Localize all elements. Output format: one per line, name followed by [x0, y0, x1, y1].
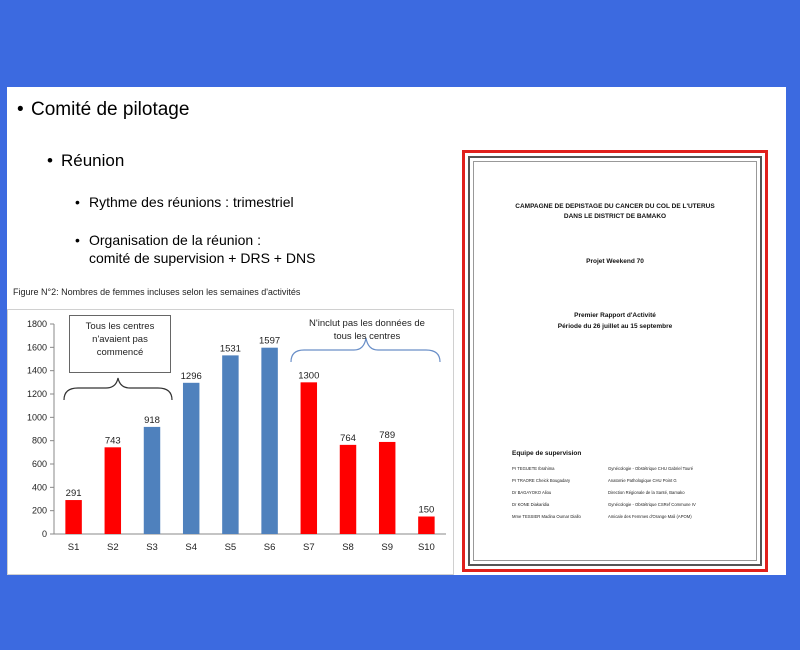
team-row [512, 466, 762, 471]
x-tick-label: S8 [342, 542, 354, 553]
note-right [297, 317, 437, 343]
x-tick-label: S2 [106, 542, 119, 553]
y-tick-label: 600 [31, 459, 47, 469]
bar [222, 355, 238, 534]
note-left-line: commencé [96, 347, 144, 358]
y-tick-label: 1800 [26, 319, 47, 329]
note-left [69, 315, 171, 373]
y-tick-label: 1000 [26, 412, 47, 423]
bar [340, 445, 356, 534]
y-tick-label: 800 [31, 435, 47, 446]
y-tick-label: 1200 [26, 389, 47, 399]
data-label: 1296 [180, 370, 202, 382]
bar [144, 427, 160, 534]
note-right-line: N'inclut pas les données de [309, 318, 425, 329]
team-name: Pr TRAORE Cheick Bougadary [512, 478, 571, 483]
data-label: 150 [418, 504, 435, 516]
report-title [474, 202, 756, 222]
team-row [512, 502, 762, 507]
note-right-line: tous les centres [333, 331, 401, 342]
y-tick-label: 0 [41, 529, 47, 539]
y-tick-label: 400 [31, 482, 47, 493]
report-title-line: DANS LE DISTRICT DE BAMAKO [563, 213, 667, 220]
x-tick-label: S4 [185, 542, 198, 553]
report-title-line: CAMPAGNE DE DEPISTAGE DU CANCER DU COL DE L'UTERUS [515, 203, 715, 210]
note-left-line: Tous les centres [85, 321, 155, 332]
team-role: Gynécologie - Obstétrique CHU Gabriel Touré [608, 466, 694, 471]
team-role: Anatomie Pathologique CHU Point G [608, 478, 677, 483]
team-role: Gynécologie - Obstétrique CSRef Commune IV [608, 502, 696, 507]
team-title: Equipe de supervision [512, 450, 582, 457]
team-row [512, 514, 762, 519]
x-tick-label: S6 [263, 542, 276, 553]
bullet-comite: • Comité de pilotage [17, 99, 190, 120]
x-tick-label: S7 [302, 542, 315, 553]
x-tick-label: S5 [224, 542, 237, 553]
report-subtitle-line: Période du 26 juillet au 15 septembre [557, 323, 673, 330]
bar [418, 517, 434, 535]
x-tick-label: S9 [381, 542, 394, 553]
data-label: 1531 [219, 343, 241, 355]
x-tick-label: S1 [67, 542, 80, 553]
brace-left [64, 378, 172, 400]
y-tick-label: 200 [31, 505, 47, 516]
y-tick-label: 1600 [26, 342, 47, 353]
team-role: Amicale des Femmes d'Orange Mali (APOM) [608, 514, 692, 519]
bar [261, 348, 277, 534]
report-subtitle [474, 310, 756, 332]
bullet-reunion: • Réunion [47, 151, 125, 170]
data-label: 743 [104, 435, 121, 447]
report-cover [462, 150, 768, 572]
bar [379, 442, 395, 534]
report-subtitle-line: Premier Rapport d'Activité [574, 312, 656, 319]
team-row [512, 478, 762, 483]
team-name: Dr KONE Diakaridia [512, 502, 550, 507]
data-label: 918 [144, 414, 160, 426]
y-tick-label: 1400 [26, 365, 47, 376]
bullet-rythme: • Rythme des réunions : trimestriel [75, 194, 294, 210]
x-tick-label: S3 [146, 542, 158, 553]
data-label: 1300 [298, 370, 320, 382]
team-row [512, 490, 762, 495]
report-page [473, 161, 757, 561]
report-frame [468, 156, 762, 566]
data-label: 1597 [259, 335, 281, 347]
team-name: Pr TEGUETE Ibrahima [512, 466, 555, 471]
bar [301, 382, 317, 534]
note-left-line: n'avaient pas [92, 334, 148, 345]
bar [183, 383, 199, 534]
data-label: 291 [65, 488, 82, 500]
x-tick-label: S10 [417, 542, 435, 553]
slide [7, 87, 786, 575]
bar [105, 447, 121, 534]
team-role: Direction Régionale de la Santé, Bamako [608, 490, 685, 495]
figure-caption: Figure N°2: Nombres de femmes incluses selon les semaines d'activités [13, 287, 301, 297]
data-label: 789 [379, 429, 396, 441]
data-label: 764 [340, 432, 356, 444]
team-name: Mme TESSIER Madina Oumar Diallo [512, 514, 581, 519]
bullet-organisation: • Organisation de la réunion : comité de supervision + DRS + DNS [75, 232, 316, 266]
bar [65, 500, 81, 534]
report-project: Projet Weekend 70 [586, 258, 644, 265]
team-name: Dr BAGAYOKO Aliou [512, 490, 552, 495]
